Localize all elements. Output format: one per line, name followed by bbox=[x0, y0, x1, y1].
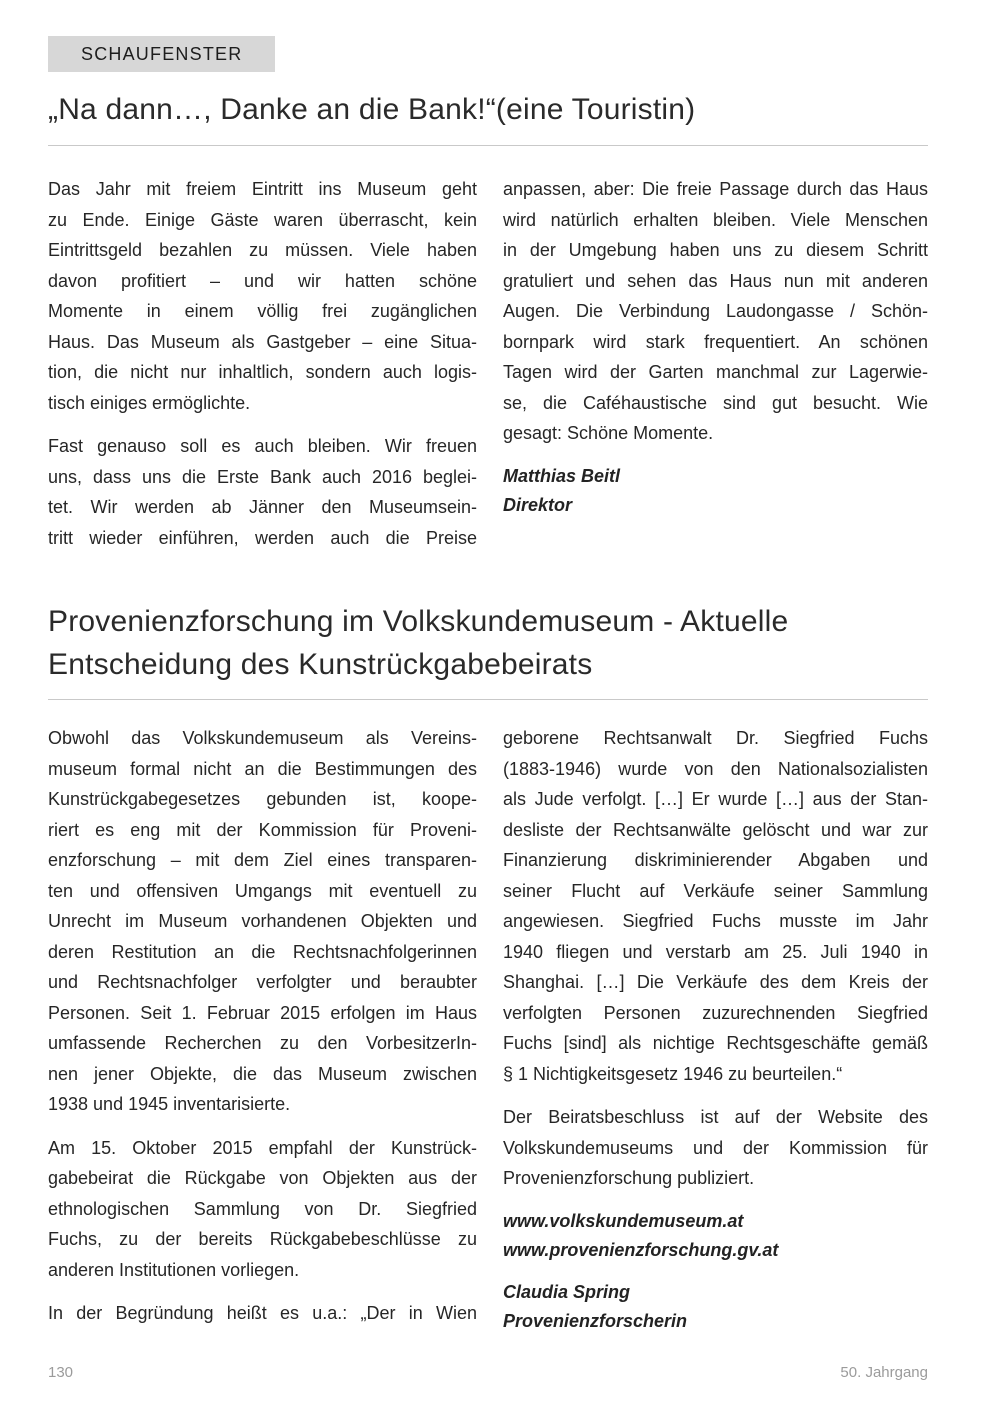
article1-columns bbox=[48, 174, 928, 566]
text-line: gesagt: Schöne Momente. bbox=[503, 423, 714, 443]
text-line: § 1 Nichtigkeitsgesetz 1946 zu beurteilen.“ bbox=[503, 1063, 843, 1084]
article2-signature bbox=[503, 1278, 928, 1336]
text-line: verfolgten Personen zuzurechnenden Siegfried bbox=[503, 1002, 928, 1023]
text-line: Obwohl das Volkskundemuseum als Vereins- bbox=[48, 728, 477, 748]
signature-role: Provenienzforscherin bbox=[503, 1310, 688, 1331]
article1-right-column bbox=[503, 174, 928, 520]
paragraph bbox=[48, 1133, 477, 1286]
paragraph bbox=[48, 1298, 477, 1329]
text-line: geborene Rechtsanwalt Dr. Siegfried Fuchs bbox=[503, 728, 928, 748]
text-line: se, die Caféhaustische sind gut besucht. Wie bbox=[503, 392, 928, 413]
text-line: ethnologischen Sammlung von Dr. Siegfried bbox=[48, 1198, 477, 1219]
text-line: enzforschung – mit dem Ziel eines transparen- bbox=[48, 850, 477, 870]
text-line: Kunstrückgabegesetzes gebunden ist, koope- bbox=[48, 789, 477, 809]
paragraph bbox=[48, 431, 477, 553]
text-line: Das Jahr mit freiem Eintritt ins Museum geht bbox=[48, 179, 477, 199]
link-url: www.volkskundemuseum.at bbox=[503, 1210, 744, 1231]
text-line: ten und offensiven Umgangs mit eventuell zu bbox=[48, 880, 477, 901]
text-line: tion, die nicht nur inhaltlich, sondern auch logis- bbox=[48, 362, 477, 382]
article2-left-column bbox=[48, 723, 477, 1342]
text-line: nen jener Objekte, die das Museum zwischen bbox=[48, 1063, 477, 1084]
text-line: 1940 fliegen und verstarb am 25. Juli 1940 in bbox=[503, 941, 928, 962]
signature-role: Direktor bbox=[503, 494, 573, 515]
text-line: anderen Institutionen vorliegen. bbox=[48, 1259, 300, 1280]
text-line: (1883-1946) wurde von den Nationalsozialisten bbox=[503, 758, 928, 779]
text-line: anpassen, aber: Die freie Passage durch das Haus bbox=[503, 179, 928, 199]
link-url: www.provenienzforschung.gv.at bbox=[503, 1239, 779, 1260]
text-line: tet. Wir werden ab Jänner den Museumsein- bbox=[48, 497, 477, 517]
text-line: seiner Flucht auf Verkäufe seiner Sammlung bbox=[503, 880, 928, 901]
article1-left-column bbox=[48, 174, 477, 566]
text-line: Augen. Die Verbindung Laudongasse / Schön- bbox=[503, 301, 928, 321]
paragraph bbox=[503, 1102, 928, 1194]
article2-columns bbox=[48, 723, 928, 1342]
text-line: In der Begründung heißt es u.a.: „Der in Wien bbox=[48, 1303, 477, 1323]
text-line: tritt wieder einführen, werden auch die Preise bbox=[48, 527, 477, 548]
page-footer bbox=[48, 1364, 928, 1381]
signature-name: Matthias Beitl bbox=[503, 465, 621, 486]
text-line: Der Beiratsbeschluss ist auf der Website des bbox=[503, 1107, 928, 1127]
text-line: Shanghai. […] Die Verkäufe des dem Kreis der bbox=[503, 972, 928, 992]
category-badge: SCHAUFENSTER bbox=[48, 36, 275, 72]
footer-page-number: 130 bbox=[48, 1364, 74, 1381]
text-line: museum formal nicht an die Bestimmungen des bbox=[48, 758, 477, 779]
text-line: umfassende Recherchen zu den VorbesitzerIn- bbox=[48, 1033, 477, 1053]
footer-volume: 50. Jahrgang bbox=[840, 1364, 928, 1381]
text-line: Unrecht im Museum vorhandenen Objekten und bbox=[48, 911, 477, 931]
text-line: Haus. Das Museum als Gastgeber – eine Situa- bbox=[48, 331, 477, 352]
text-line: desliste der Rechtsanwälte gelöscht und war zur bbox=[503, 819, 928, 840]
text-line: davon profitiert – und wir hatten schöne bbox=[48, 270, 477, 291]
text-line: wird natürlich erhalten bleiben. Viele Menschen bbox=[503, 209, 928, 230]
paragraph bbox=[48, 174, 477, 418]
text-line: Momente in einem völlig frei zugänglichen bbox=[48, 301, 477, 321]
text-line: 1938 und 1945 inventarisierte. bbox=[48, 1094, 291, 1114]
text-line: Finanzierung diskriminierender Abgaben und bbox=[503, 850, 928, 870]
article1-title: „Na dann…, Danke an die Bank!“(eine Touristin) bbox=[48, 93, 696, 126]
text-line: Tagen wird der Garten manchmal zur Lagerwie- bbox=[503, 362, 928, 382]
divider-rule bbox=[48, 145, 928, 146]
text-line: Volkskundemuseums und der Kommission für bbox=[503, 1137, 928, 1158]
text-line: Am 15. Oktober 2015 empfahl der Kunstrück- bbox=[48, 1137, 477, 1158]
text-line: tisch einiges ermöglichte. bbox=[48, 392, 251, 413]
text-line: angewiesen. Siegfried Fuchs musste im Jahr bbox=[503, 911, 928, 931]
text-line: bornpark wird stark frequentiert. An schönen bbox=[503, 331, 928, 352]
article2-title: Provenienzforschung im Volkskundemuseum - Aktuelle Entscheidung des Kunstrückgabebeirats bbox=[48, 605, 789, 681]
text-line: uns, dass uns die Erste Bank auch 2016 beglei- bbox=[48, 466, 477, 487]
text-line: Fuchs [sind] als nichtige Rechtsgeschäfte gemäß bbox=[503, 1033, 928, 1053]
article2-left-text bbox=[48, 723, 477, 1329]
article2-right-column bbox=[503, 723, 928, 1336]
text-line: Eintrittsgeld bezahlen zu müssen. Viele haben bbox=[48, 240, 477, 260]
text-line: in der Umgebung haben uns zu diesem Schritt bbox=[503, 240, 928, 260]
text-line: Personen. Seit 1. Februar 2015 erfolgen im Haus bbox=[48, 1002, 477, 1023]
text-line: als Jude verfolgt. […] Er wurde […] aus der Stan- bbox=[503, 789, 928, 809]
paragraph bbox=[48, 723, 477, 1120]
article2-links bbox=[503, 1207, 928, 1265]
text-line: Provenienzforschung publiziert. bbox=[503, 1168, 755, 1188]
paragraph bbox=[503, 723, 928, 1089]
text-line: und Rechtsnachfolger verfolgter und beraubter bbox=[48, 972, 477, 992]
text-line: riert es eng mit der Kommission für Proveni- bbox=[48, 819, 477, 840]
text-line: Fuchs, zu der bereits Rückgabebeschlüsse zu bbox=[48, 1229, 477, 1249]
text-line: Fast genauso soll es auch bleiben. Wir freuen bbox=[48, 436, 477, 456]
text-line: zu Ende. Einige Gäste waren überrascht, kein bbox=[48, 209, 477, 230]
article1-left-text bbox=[48, 174, 477, 553]
article1-right-text bbox=[503, 174, 928, 449]
divider-rule bbox=[48, 699, 928, 700]
article1-signature bbox=[503, 462, 928, 520]
text-line: gabebeirat die Rückgabe von Objekten aus der bbox=[48, 1168, 477, 1188]
text-line: deren Restitution an die Rechtsnachfolgerinnen bbox=[48, 941, 477, 962]
article2-right-text bbox=[503, 723, 928, 1194]
paragraph bbox=[503, 174, 928, 449]
signature-name: Claudia Spring bbox=[503, 1281, 631, 1302]
text-line: gratuliert und sehen das Haus nun mit anderen bbox=[503, 270, 928, 291]
